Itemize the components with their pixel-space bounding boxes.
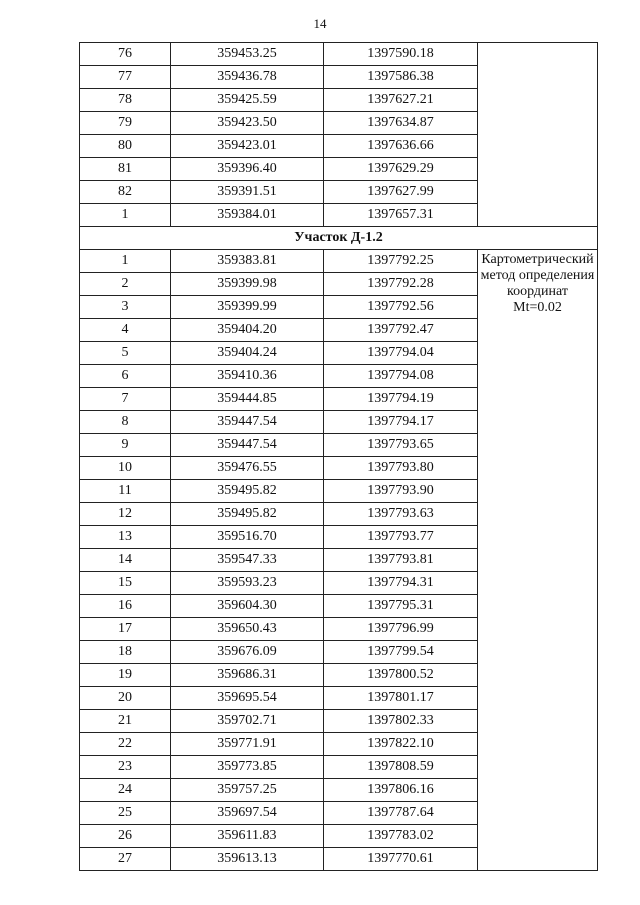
method-note-line: Картометрический xyxy=(481,252,594,267)
y-coordinate-cell: 1397794.31 xyxy=(324,572,478,595)
x-coordinate-cell: 359702.71 xyxy=(171,710,324,733)
y-coordinate-cell: 1397792.47 xyxy=(324,319,478,342)
point-number-cell: 16 xyxy=(80,595,171,618)
section-row xyxy=(80,227,598,250)
x-coordinate-cell: 359399.99 xyxy=(171,296,324,319)
y-coordinate-cell: 1397800.52 xyxy=(324,664,478,687)
point-number-cell: 17 xyxy=(80,618,171,641)
point-number-cell: 78 xyxy=(80,89,171,112)
y-coordinate-cell: 1397808.59 xyxy=(324,756,478,779)
point-number-cell: 25 xyxy=(80,802,171,825)
x-coordinate-cell: 359423.01 xyxy=(171,135,324,158)
y-coordinate-cell: 1397586.38 xyxy=(324,66,478,89)
y-coordinate-cell: 1397793.81 xyxy=(324,549,478,572)
y-coordinate-cell: 1397802.33 xyxy=(324,710,478,733)
x-coordinate-cell: 359447.54 xyxy=(171,411,324,434)
x-coordinate-cell: 359404.20 xyxy=(171,319,324,342)
method-note-line: метод определения xyxy=(480,268,595,283)
x-coordinate-cell: 359453.25 xyxy=(171,43,324,66)
point-number-cell: 7 xyxy=(80,388,171,411)
x-coordinate-cell: 359384.01 xyxy=(171,204,324,227)
table-row xyxy=(80,250,598,273)
page-number: 14 xyxy=(313,16,327,31)
x-coordinate-cell: 359650.43 xyxy=(171,618,324,641)
y-coordinate-cell: 1397590.18 xyxy=(324,43,478,66)
point-number-cell: 20 xyxy=(80,687,171,710)
x-coordinate-cell: 359547.33 xyxy=(171,549,324,572)
section-title: Участок Д-1.2 xyxy=(80,227,598,250)
y-coordinate-cell: 1397792.56 xyxy=(324,296,478,319)
x-coordinate-cell: 359423.50 xyxy=(171,112,324,135)
point-number-cell: 80 xyxy=(80,135,171,158)
table-row xyxy=(80,43,598,66)
point-number-cell: 1 xyxy=(80,250,171,273)
y-coordinate-cell: 1397796.99 xyxy=(324,618,478,641)
point-number-cell: 4 xyxy=(80,319,171,342)
point-number-cell: 15 xyxy=(80,572,171,595)
point-number-cell: 8 xyxy=(80,411,171,434)
y-coordinate-cell: 1397636.66 xyxy=(324,135,478,158)
point-number-cell: 9 xyxy=(80,434,171,457)
x-coordinate-cell: 359593.23 xyxy=(171,572,324,595)
point-number-cell: 10 xyxy=(80,457,171,480)
method-note-line: Mt=0.02 xyxy=(513,300,562,315)
y-coordinate-cell: 1397634.87 xyxy=(324,112,478,135)
coordinates-table-body xyxy=(80,43,598,871)
point-number-cell: 22 xyxy=(80,733,171,756)
point-number-cell: 24 xyxy=(80,779,171,802)
x-coordinate-cell: 359516.70 xyxy=(171,526,324,549)
y-coordinate-cell: 1397787.64 xyxy=(324,802,478,825)
empty-note-cell xyxy=(478,43,598,227)
x-coordinate-cell: 359773.85 xyxy=(171,756,324,779)
x-coordinate-cell: 359396.40 xyxy=(171,158,324,181)
x-coordinate-cell: 359695.54 xyxy=(171,687,324,710)
point-number-cell: 21 xyxy=(80,710,171,733)
point-number-cell: 6 xyxy=(80,365,171,388)
y-coordinate-cell: 1397627.21 xyxy=(324,89,478,112)
y-coordinate-cell: 1397806.16 xyxy=(324,779,478,802)
y-coordinate-cell: 1397629.29 xyxy=(324,158,478,181)
point-number-cell: 26 xyxy=(80,825,171,848)
y-coordinate-cell: 1397627.99 xyxy=(324,181,478,204)
point-number-cell: 19 xyxy=(80,664,171,687)
point-number-cell: 77 xyxy=(80,66,171,89)
y-coordinate-cell: 1397793.77 xyxy=(324,526,478,549)
x-coordinate-cell: 359613.13 xyxy=(171,848,324,871)
x-coordinate-cell: 359604.30 xyxy=(171,595,324,618)
x-coordinate-cell: 359391.51 xyxy=(171,181,324,204)
point-number-cell: 2 xyxy=(80,273,171,296)
x-coordinate-cell: 359383.81 xyxy=(171,250,324,273)
y-coordinate-cell: 1397792.28 xyxy=(324,273,478,296)
y-coordinate-cell: 1397794.04 xyxy=(324,342,478,365)
y-coordinate-cell: 1397794.19 xyxy=(324,388,478,411)
y-coordinate-cell: 1397783.02 xyxy=(324,825,478,848)
point-number-cell: 76 xyxy=(80,43,171,66)
point-number-cell: 82 xyxy=(80,181,171,204)
y-coordinate-cell: 1397793.65 xyxy=(324,434,478,457)
point-number-cell: 18 xyxy=(80,641,171,664)
x-coordinate-cell: 359611.83 xyxy=(171,825,324,848)
method-note-cell xyxy=(478,250,598,871)
x-coordinate-cell: 359425.59 xyxy=(171,89,324,112)
coordinates-table xyxy=(79,42,598,871)
point-number-cell: 13 xyxy=(80,526,171,549)
x-coordinate-cell: 359495.82 xyxy=(171,480,324,503)
x-coordinate-cell: 359399.98 xyxy=(171,273,324,296)
y-coordinate-cell: 1397793.80 xyxy=(324,457,478,480)
x-coordinate-cell: 359686.31 xyxy=(171,664,324,687)
y-coordinate-cell: 1397794.08 xyxy=(324,365,478,388)
x-coordinate-cell: 359476.55 xyxy=(171,457,324,480)
y-coordinate-cell: 1397770.61 xyxy=(324,848,478,871)
point-number-cell: 5 xyxy=(80,342,171,365)
y-coordinate-cell: 1397793.90 xyxy=(324,480,478,503)
point-number-cell: 81 xyxy=(80,158,171,181)
x-coordinate-cell: 359676.09 xyxy=(171,641,324,664)
y-coordinate-cell: 1397822.10 xyxy=(324,733,478,756)
x-coordinate-cell: 359436.78 xyxy=(171,66,324,89)
point-number-cell: 11 xyxy=(80,480,171,503)
method-note-line: координат xyxy=(507,284,568,299)
x-coordinate-cell: 359757.25 xyxy=(171,779,324,802)
y-coordinate-cell: 1397657.31 xyxy=(324,204,478,227)
point-number-cell: 23 xyxy=(80,756,171,779)
point-number-cell: 1 xyxy=(80,204,171,227)
point-number-cell: 14 xyxy=(80,549,171,572)
point-number-cell: 3 xyxy=(80,296,171,319)
y-coordinate-cell: 1397795.31 xyxy=(324,595,478,618)
x-coordinate-cell: 359404.24 xyxy=(171,342,324,365)
point-number-cell: 79 xyxy=(80,112,171,135)
x-coordinate-cell: 359444.85 xyxy=(171,388,324,411)
x-coordinate-cell: 359495.82 xyxy=(171,503,324,526)
y-coordinate-cell: 1397799.54 xyxy=(324,641,478,664)
y-coordinate-cell: 1397793.63 xyxy=(324,503,478,526)
x-coordinate-cell: 359410.36 xyxy=(171,365,324,388)
point-number-cell: 12 xyxy=(80,503,171,526)
y-coordinate-cell: 1397792.25 xyxy=(324,250,478,273)
point-number-cell: 27 xyxy=(80,848,171,871)
y-coordinate-cell: 1397794.17 xyxy=(324,411,478,434)
x-coordinate-cell: 359447.54 xyxy=(171,434,324,457)
x-coordinate-cell: 359697.54 xyxy=(171,802,324,825)
x-coordinate-cell: 359771.91 xyxy=(171,733,324,756)
y-coordinate-cell: 1397801.17 xyxy=(324,687,478,710)
